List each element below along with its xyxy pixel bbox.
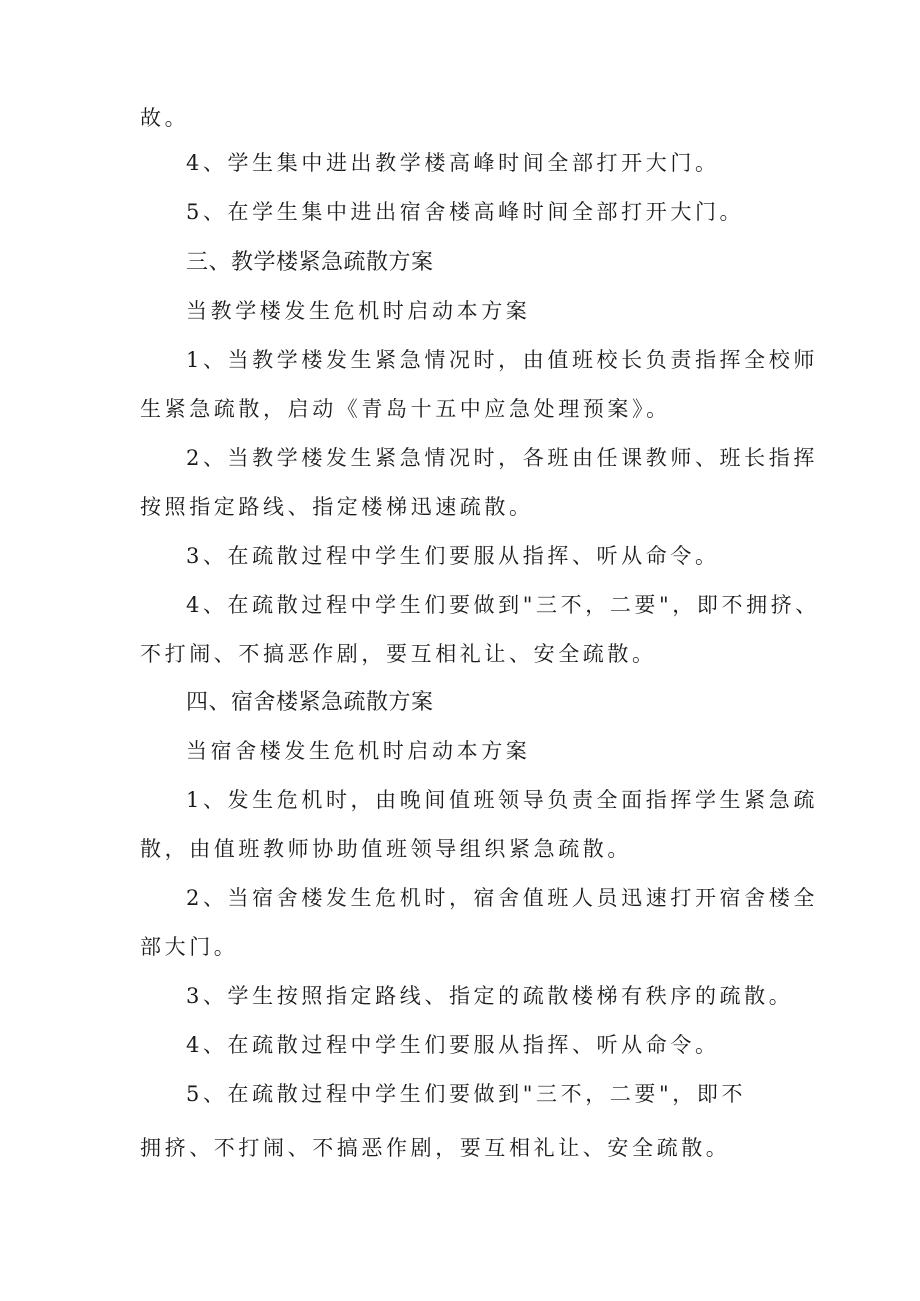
text-line: 1、当教学楼发生紧急情况时，由值班校长负责指挥全校师 <box>186 348 818 372</box>
text-line: 拥挤、不打闹、不搞恶作剧，要互相礼让、安全疏散。 <box>140 1136 731 1160</box>
text-line: 部大门。 <box>140 935 239 959</box>
text-line: 4、在疏散过程中学生们要服从指挥、听从命令。 <box>186 1033 720 1057</box>
text-line: 1、发生危机时，由晚间值班领导负责全面指挥学生紧急疏 <box>186 788 818 812</box>
text-line: 2、当宿舍楼发生危机时，宿舍值班人员迅速打开宿舍楼全 <box>186 886 818 910</box>
text-line: 4、学生集中进出教学楼高峰时间全部打开大门。 <box>186 151 720 175</box>
text-line: 按照指定路线、指定楼梯迅速疏散。 <box>140 495 534 519</box>
text-line: 生紧急疏散，启动《青岛十五中应急处理预案》。 <box>140 397 671 421</box>
section-heading: 三、教学楼紧急疏散方案 <box>186 250 434 275</box>
section-heading: 四、宿舍楼紧急疏散方案 <box>186 690 434 715</box>
text-line: 3、学生按照指定路线、指定的疏散楼梯有秩序的疏散。 <box>186 984 794 1008</box>
text-line: 5、在学生集中进出宿舍楼高峰时间全部打开大门。 <box>186 200 745 224</box>
text-line: 不打闹、不搞恶作剧，要互相礼让、安全疏散。 <box>140 642 657 666</box>
text-line: 2、当教学楼发生紧急情况时，各班由任课教师、班长指挥 <box>186 446 818 470</box>
text-line: 故。 <box>140 106 190 130</box>
text-line: 散，由值班教师协助值班领导组织紧急疏散。 <box>140 837 632 861</box>
text-line: 当宿舍楼发生危机时启动本方案 <box>186 739 531 763</box>
text-line: 3、在疏散过程中学生们要服从指挥、听从命令。 <box>186 544 720 568</box>
text-line: 4、在疏散过程中学生们要做到"三不，二要"，即不拥挤、 <box>186 593 820 617</box>
text-line: 5、在疏散过程中学生们要做到"三不，二要"，即不 <box>186 1082 747 1106</box>
text-line: 当教学楼发生危机时启动本方案 <box>186 299 531 323</box>
